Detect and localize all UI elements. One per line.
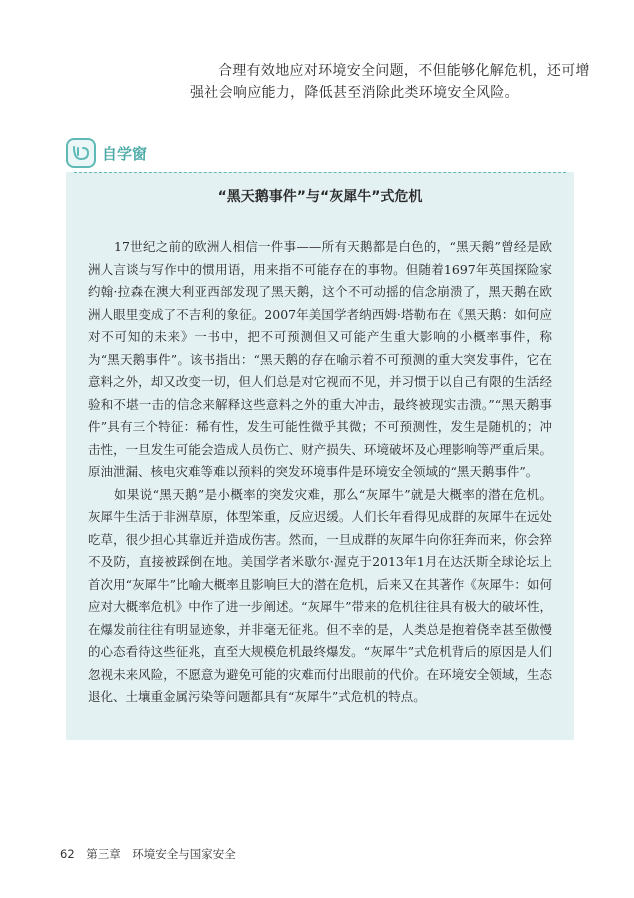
- self-study-box: [66, 172, 574, 740]
- box-title: “黑天鹅事件”与“灰犀牛”式危机: [217, 189, 423, 205]
- open-book-icon: [66, 138, 96, 168]
- intro-paragraph: 合理有效地应对环境安全问题，不但能够化解危机，还可增强社会响应能力，降低甚至消除此类环境安全风险。: [190, 63, 590, 101]
- section-label: 自学窗: [102, 144, 148, 163]
- self-study-header: [66, 136, 147, 170]
- page-footer: [60, 846, 236, 862]
- page-number: 62: [60, 847, 75, 861]
- chapter-title: 第三章 环境安全与国家安全: [86, 847, 236, 861]
- paragraph-gray-rhino: 如果说“黑天鹅”是小概率的突发灾难，那么“灰犀牛”就是大概率的潜在危机。灰犀牛生活于非洲草原，体型笨重，反应迟缓。人们长年看得见成群的灰犀牛在远处吃草，很少担心其靠近并造成伤害。然而，一旦成群的灰犀牛向你狂奔而来，你会猝不及防，直接被踩倒在地。美国学者米歇尔·渥克于2013年1月在达沃斯全球论坛上首次用“灰犀牛”比喻大概率且影响巨大的潜在危机，后来又在其著作《灰犀牛：如何应对大概率危机》中作了进一步阐述。“灰犀牛”带来的危机往往具有极大的破坏性，在爆发前往往有明显迹象，并非毫无征兆。但不幸的是，人类总是抱着侥幸甚至傲慢的心态看待这些征兆，直至大规模危机最终爆发。“灰犀牛”式危机背后的原因是人们忽视未来风险，不愿意为避免可能的灾难而付出眼前的代价。在环境安全领域，生态退化、土壤重金属污染等问题都具有“灰犀牛”式危机的特点。: [88, 486, 552, 704]
- paragraph-black-swan: 17世纪之前的欧洲人相信一件事——所有天鹅都是白色的，“黑天鹅”曾经是欧洲人言谈与写作中的惯用语，用来指不可能存在的事物。但随着1697年英国探险家约翰·拉森在澳大利亚西部发现了黑天鹅，这个不可动摇的信念崩溃了，黑天鹅在欧洲人眼里变成了不吉利的象征。2007年美国学者纳西姆·塔勒布在《黑天鹅：如何应对不可知的未来》一书中，把不可预测但又可能产生重大影响的小概率事件，称为“黑天鹅事件”。该书指出：“黑天鹅的存在喻示着不可预测的重大突发事件，它在意料之外，却又改变一切，但人们总是对它视而不见，并习惯于以自己有限的生活经验和不堪一击的信念来解释这些意料之外的重大冲击，最终被现实击溃。”“黑天鹅事件”具有三个特征：稀有性，发生可能性微乎其微；不可预测性，发生是随机的；冲击性，一旦发生可能会造成人员伤亡、财产损失、环境破坏及心理影响等严重后果。原油泄漏、核电灾难等难以预料的突发环境事件是环境安全领域的“黑天鹅事件”。: [88, 239, 552, 479]
- dashed-divider: [74, 172, 566, 173]
